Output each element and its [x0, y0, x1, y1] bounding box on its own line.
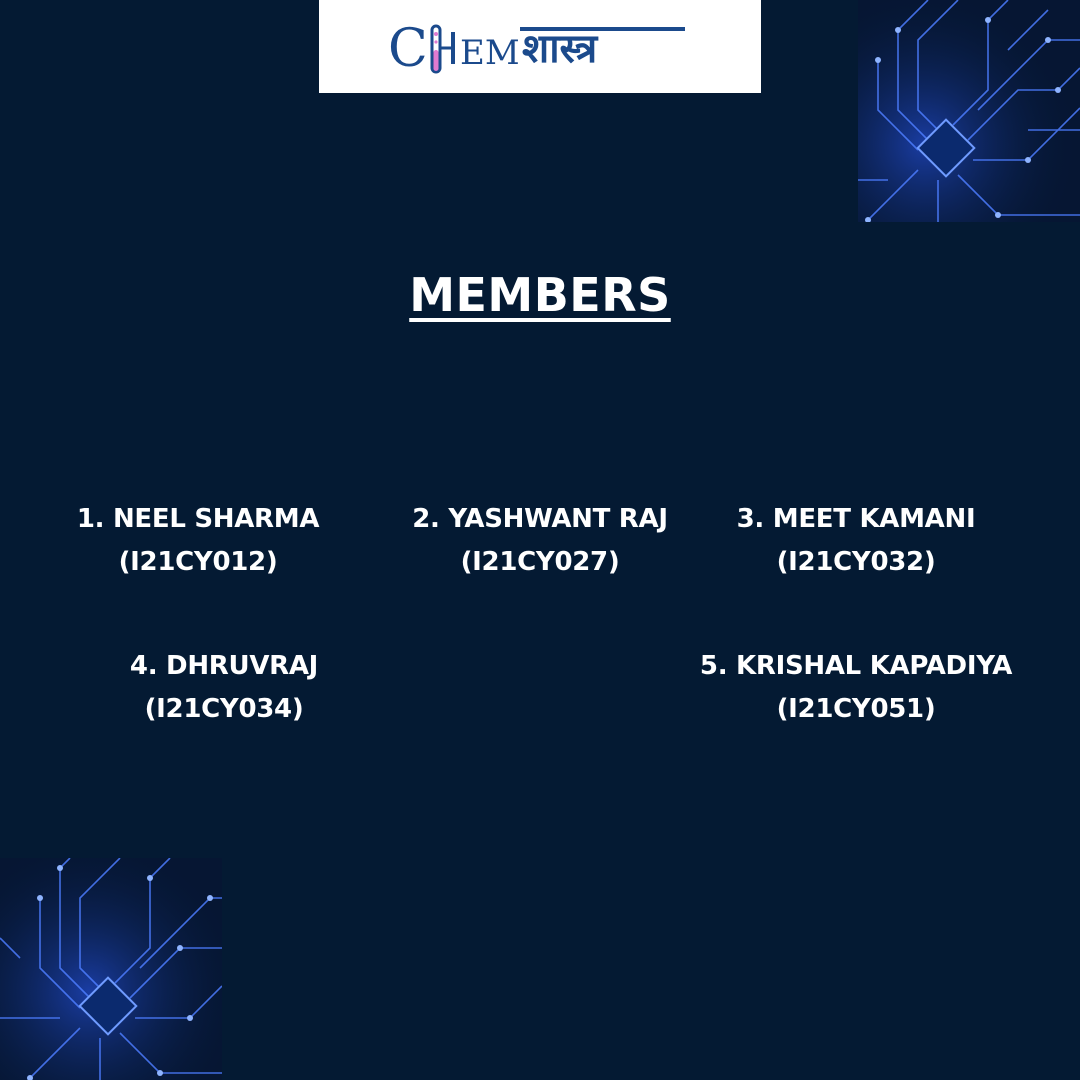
member-id: (I21CY012) — [118, 547, 278, 577]
member-id: (I21CY027) — [460, 547, 620, 577]
circuit-decoration-top-right — [858, 0, 1080, 222]
page-title: MEMBERS — [409, 268, 671, 322]
svg-text:C: C — [388, 18, 428, 79]
member-id: (I21CY051) — [776, 694, 936, 724]
member-card — [28, 498, 368, 584]
member-name: 4. DHRUVRAJ — [129, 651, 319, 681]
member-name: 5. KRISHAL KAPADIYA — [699, 651, 1013, 681]
member-name: 2. YASHWANT RAJ — [412, 504, 668, 534]
chemshastra-logo — [380, 12, 700, 82]
circuit-decoration-bottom-left — [0, 858, 222, 1080]
member-card — [686, 498, 1026, 584]
logo-devanagari: शास्त्र — [522, 25, 598, 72]
member-card — [370, 498, 710, 584]
member-name: 1. NEEL SHARMA — [76, 504, 320, 534]
member-name: 3. MEET KAMANI — [736, 504, 976, 534]
member-card — [686, 645, 1026, 731]
member-id: (I21CY032) — [776, 547, 936, 577]
svg-text:EM: EM — [460, 32, 520, 73]
logo-banner — [319, 0, 761, 93]
member-card — [54, 645, 394, 731]
member-id: (I21CY034) — [144, 694, 304, 724]
